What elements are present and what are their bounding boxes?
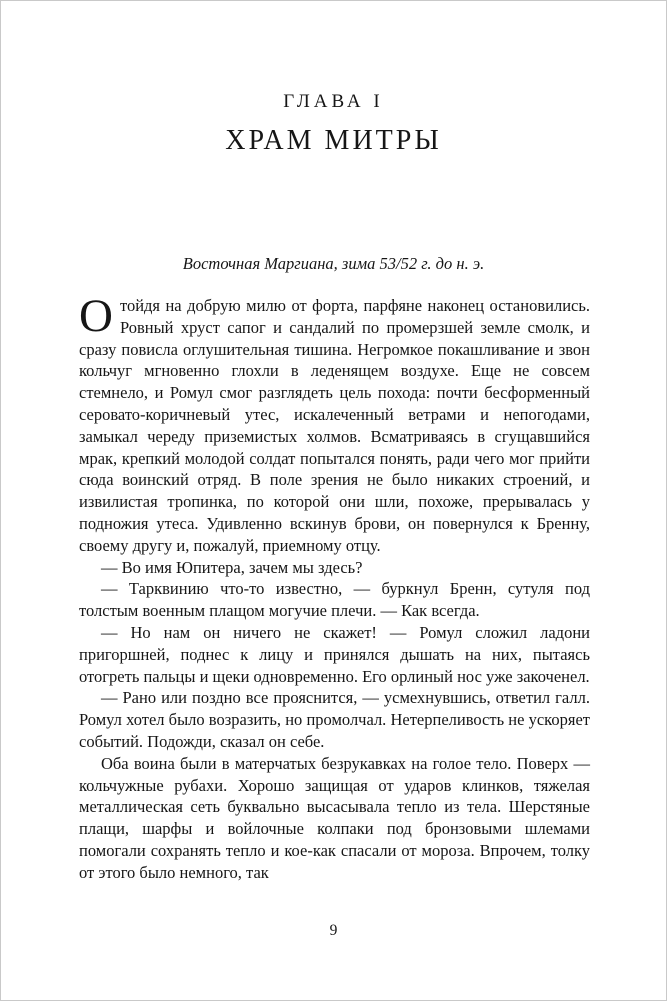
page-number: 9 bbox=[329, 922, 338, 939]
body-text bbox=[79, 290, 590, 884]
body-paragraph: — Тарквинию что-то известно, — буркнул Бренн, сутуля под толстым военным плащом могучие плечи. — Как всегда. bbox=[79, 579, 590, 621]
drop-cap: О bbox=[79, 290, 113, 342]
body-paragraph: — Рано или поздно все прояснится, — усмехнувшись, ответил галл. Ромул хотел было возразить, но промолчал. Нетерпеливость не ускоряет событий. Подожди, сказал он себе. bbox=[79, 688, 590, 751]
body-paragraph: — Но нам он ничего не скажет! — Ромул сложил ладони пригоршней, поднес к лицу и принялся дышать на них, пытаясь отогреть пальцы и щеки одновременно. Его орлиный нос уже закоченел. bbox=[79, 622, 590, 686]
paragraph-text: тойдя на добрую милю от форта, парфяне наконец остановились. Ровный хруст сапог и сандалий по промерзшей земле смолк, и сразу повисла оглушительная тишина. Негромкое покашливание и звон кольчуг мгновенно глохли в леденящем воздухе. Еще не совсем стемнело, и Ромул смог разглядеть цель похода: почти бесформенный серовато-коричневый утес, искалеченный ветрами и непогодами, замыкал череду приземистых холмов. Всматриваясь в сгущавшийся мрак, крепкий молодой солдат попытался понять, ради чего мог прийти сюда воинский отряд. В поле зрения не было никаких строений, и извилистая тропинка, по которой они шли, похоже, прерывалась у подножия утеса. Удивленно вскинув брови, он повернулся к Бренну, своему другу и, пожалуй, приемному отцу. bbox=[79, 296, 590, 555]
epigraph: Восточная Маргиана, зима 53/52 г. до н. э. bbox=[182, 254, 485, 273]
body-paragraph bbox=[79, 290, 590, 557]
chapter-title: ХРАМ МИТРЫ bbox=[225, 125, 442, 156]
chapter-label: ГЛАВА I bbox=[283, 91, 384, 112]
body-paragraph: — Во имя Юпитера, зачем мы здесь? bbox=[101, 557, 363, 577]
body-paragraph: Оба воина были в матерчатых безрукавках на голое тело. Поверх — кольчужные рубахи. Хорошо защищая от ударов клинков, тяжелая металлическая сеть буквально высасывала тепло из тела. Шерстяные плащи, шарфы и войлочные колпаки под бронзовыми шлемами помогали сохранять тепло и кое-как спасали от мороза. Впрочем, толку от этого было немного, так bbox=[79, 753, 590, 882]
